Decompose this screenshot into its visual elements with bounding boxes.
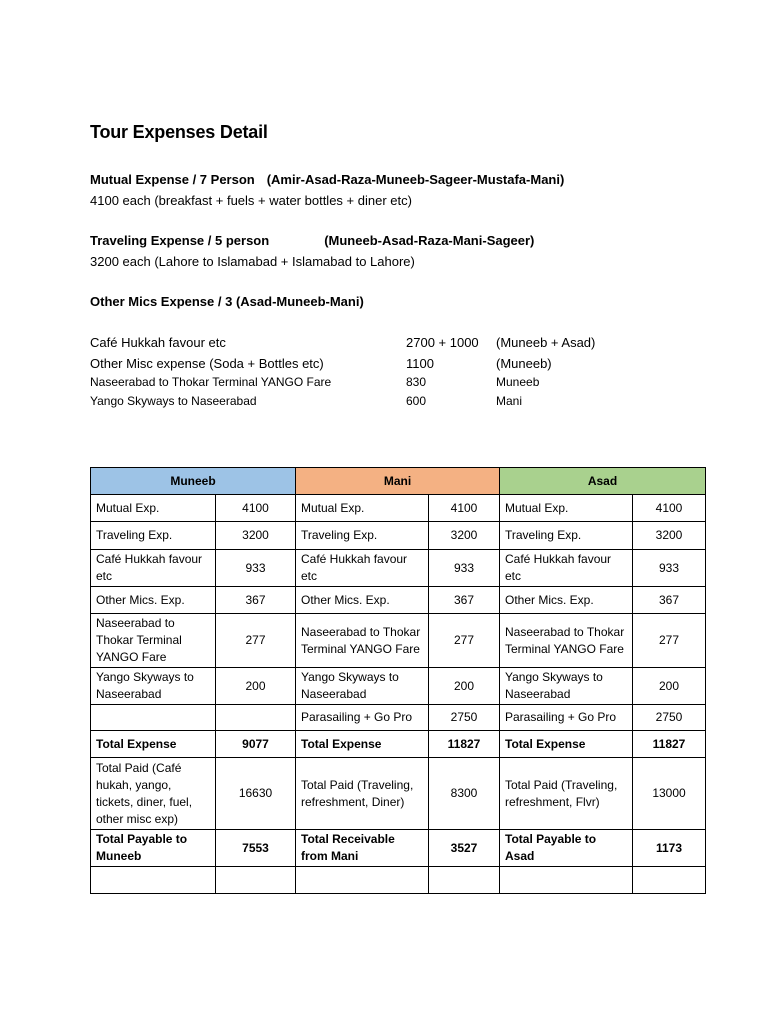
table-row xyxy=(91,668,706,705)
table-cell: 4100 xyxy=(633,495,706,522)
table-cell: 933 xyxy=(633,550,706,587)
table-cell: 2750 xyxy=(429,705,500,731)
table-cell xyxy=(91,705,216,731)
table-cell: Traveling Exp. xyxy=(500,522,633,550)
misc-item-name: Naseerabad to Thokar Terminal YANGO Fare xyxy=(90,375,332,389)
table-cell: 367 xyxy=(216,587,296,614)
table-cell xyxy=(296,867,429,894)
table-cell: Total Payable to Asad xyxy=(500,830,633,867)
header-muneeb: Muneeb xyxy=(91,468,296,495)
table-row-payable xyxy=(91,830,706,867)
misc-item-payer: (Muneeb + Asad) xyxy=(496,335,596,350)
table-cell: Parasailing + Go Pro xyxy=(296,705,429,731)
table-row-total-paid xyxy=(91,758,706,830)
table-cell: 3200 xyxy=(429,522,500,550)
table-cell: 277 xyxy=(216,614,296,668)
table-row xyxy=(91,522,706,550)
table-cell: Mutual Exp. xyxy=(500,495,633,522)
table-cell: Yango Skyways to Naseerabad xyxy=(500,668,633,705)
table-cell: Other Mics. Exp. xyxy=(91,587,216,614)
table-cell xyxy=(429,867,500,894)
table-row xyxy=(91,587,706,614)
table-cell: Café Hukkah favour etc xyxy=(296,550,429,587)
table-cell: Café Hukkah favour etc xyxy=(91,550,216,587)
table-cell: Café Hukkah favour etc xyxy=(500,550,633,587)
table-cell xyxy=(500,867,633,894)
table-cell: 11827 xyxy=(633,731,706,758)
table-cell: Total Payable to Muneeb xyxy=(91,830,216,867)
other-heading: Other Mics Expense / 3 (Asad-Muneeb-Mani) xyxy=(90,294,364,309)
table-cell: 200 xyxy=(633,668,706,705)
table-cell: Yango Skyways to Naseerabad xyxy=(296,668,429,705)
table-cell: Total Expense xyxy=(500,731,633,758)
table-cell: Parasailing + Go Pro xyxy=(500,705,633,731)
table-cell: 7553 xyxy=(216,830,296,867)
misc-item-amount: 830 xyxy=(406,375,427,389)
table-cell: 277 xyxy=(633,614,706,668)
page-title: Tour Expenses Detail xyxy=(90,122,268,142)
table-cell: 3527 xyxy=(429,830,500,867)
mutual-members: (Amir-Asad-Raza-Muneeb-Sageer-Mustafa-Mani) xyxy=(266,172,565,187)
mutual-heading-line xyxy=(90,172,564,187)
table-cell: Yango Skyways to Naseerabad xyxy=(91,668,216,705)
table-row-empty xyxy=(91,867,706,894)
table-cell: Total Expense xyxy=(296,731,429,758)
table-cell: Naseerabad to Thokar Terminal YANGO Fare xyxy=(296,614,429,668)
misc-item-name: Other Misc expense (Soda + Bottles etc) xyxy=(90,356,324,371)
table-cell: 8300 xyxy=(429,758,500,830)
table-cell: 200 xyxy=(216,668,296,705)
table-cell: 933 xyxy=(429,550,500,587)
misc-item-payer: Mani xyxy=(496,394,523,408)
table-cell xyxy=(216,705,296,731)
table-row xyxy=(91,614,706,668)
table-cell: Traveling Exp. xyxy=(296,522,429,550)
table-cell: 11827 xyxy=(429,731,500,758)
table-cell: Naseerabad to Thokar Terminal YANGO Fare xyxy=(91,614,216,668)
table-cell: Total Paid (Traveling, refreshment, Flvr) xyxy=(500,758,633,830)
misc-item-payer: Muneeb xyxy=(496,375,540,389)
table-cell: Total Paid (Café hukah, yango, tickets, diner, fuel, other misc exp) xyxy=(91,758,216,830)
traveling-detail: 3200 each (Lahore to Islamabad + Islamabad to Lahore) xyxy=(90,254,415,269)
table-cell: 933 xyxy=(216,550,296,587)
traveling-members: (Muneeb-Asad-Raza-Mani-Sageer) xyxy=(324,233,535,248)
table-cell: 2750 xyxy=(633,705,706,731)
table-cell: Other Mics. Exp. xyxy=(296,587,429,614)
table-cell: 16630 xyxy=(216,758,296,830)
table-row xyxy=(91,495,706,522)
table-cell: 9077 xyxy=(216,731,296,758)
table-cell: 3200 xyxy=(216,522,296,550)
table-row xyxy=(91,705,706,731)
table-cell: Mutual Exp. xyxy=(91,495,216,522)
expense-table xyxy=(90,467,706,894)
table-cell: Mutual Exp. xyxy=(296,495,429,522)
traveling-heading-line xyxy=(90,233,534,248)
table-cell: 4100 xyxy=(216,495,296,522)
table-cell: 13000 xyxy=(633,758,706,830)
header-asad: Asad xyxy=(500,468,706,495)
table-cell xyxy=(216,867,296,894)
table-header-row xyxy=(91,468,706,495)
misc-item-name: Yango Skyways to Naseerabad xyxy=(90,394,257,408)
table-cell: 1173 xyxy=(633,830,706,867)
traveling-heading: Traveling Expense / 5 person xyxy=(90,233,270,248)
misc-item-amount: 1100 xyxy=(406,356,434,371)
table-cell: 277 xyxy=(429,614,500,668)
table-row-total-expense xyxy=(91,731,706,758)
table-cell: Total Receivable from Mani xyxy=(296,830,429,867)
mutual-heading: Mutual Expense / 7 Person xyxy=(90,172,255,187)
table-cell: 200 xyxy=(429,668,500,705)
table-cell: Naseerabad to Thokar Terminal YANGO Fare xyxy=(500,614,633,668)
mutual-detail: 4100 each (breakfast + fuels + water bottles + diner etc) xyxy=(90,193,412,208)
table-cell: Total Paid (Traveling, refreshment, Diner) xyxy=(296,758,429,830)
table-cell: Total Expense xyxy=(91,731,216,758)
table-cell xyxy=(633,867,706,894)
table-cell: 367 xyxy=(429,587,500,614)
misc-item-amount: 600 xyxy=(406,394,427,408)
misc-item-amount: 2700 + 1000 xyxy=(406,335,479,350)
table-cell: 3200 xyxy=(633,522,706,550)
misc-item-name: Café Hukkah favour etc xyxy=(90,335,226,350)
table-cell xyxy=(91,867,216,894)
table-row xyxy=(91,550,706,587)
table-cell: 367 xyxy=(633,587,706,614)
misc-item-payer: (Muneeb) xyxy=(496,356,552,371)
header-mani: Mani xyxy=(296,468,500,495)
table-cell: Other Mics. Exp. xyxy=(500,587,633,614)
table-cell: 4100 xyxy=(429,495,500,522)
table-cell: Traveling Exp. xyxy=(91,522,216,550)
